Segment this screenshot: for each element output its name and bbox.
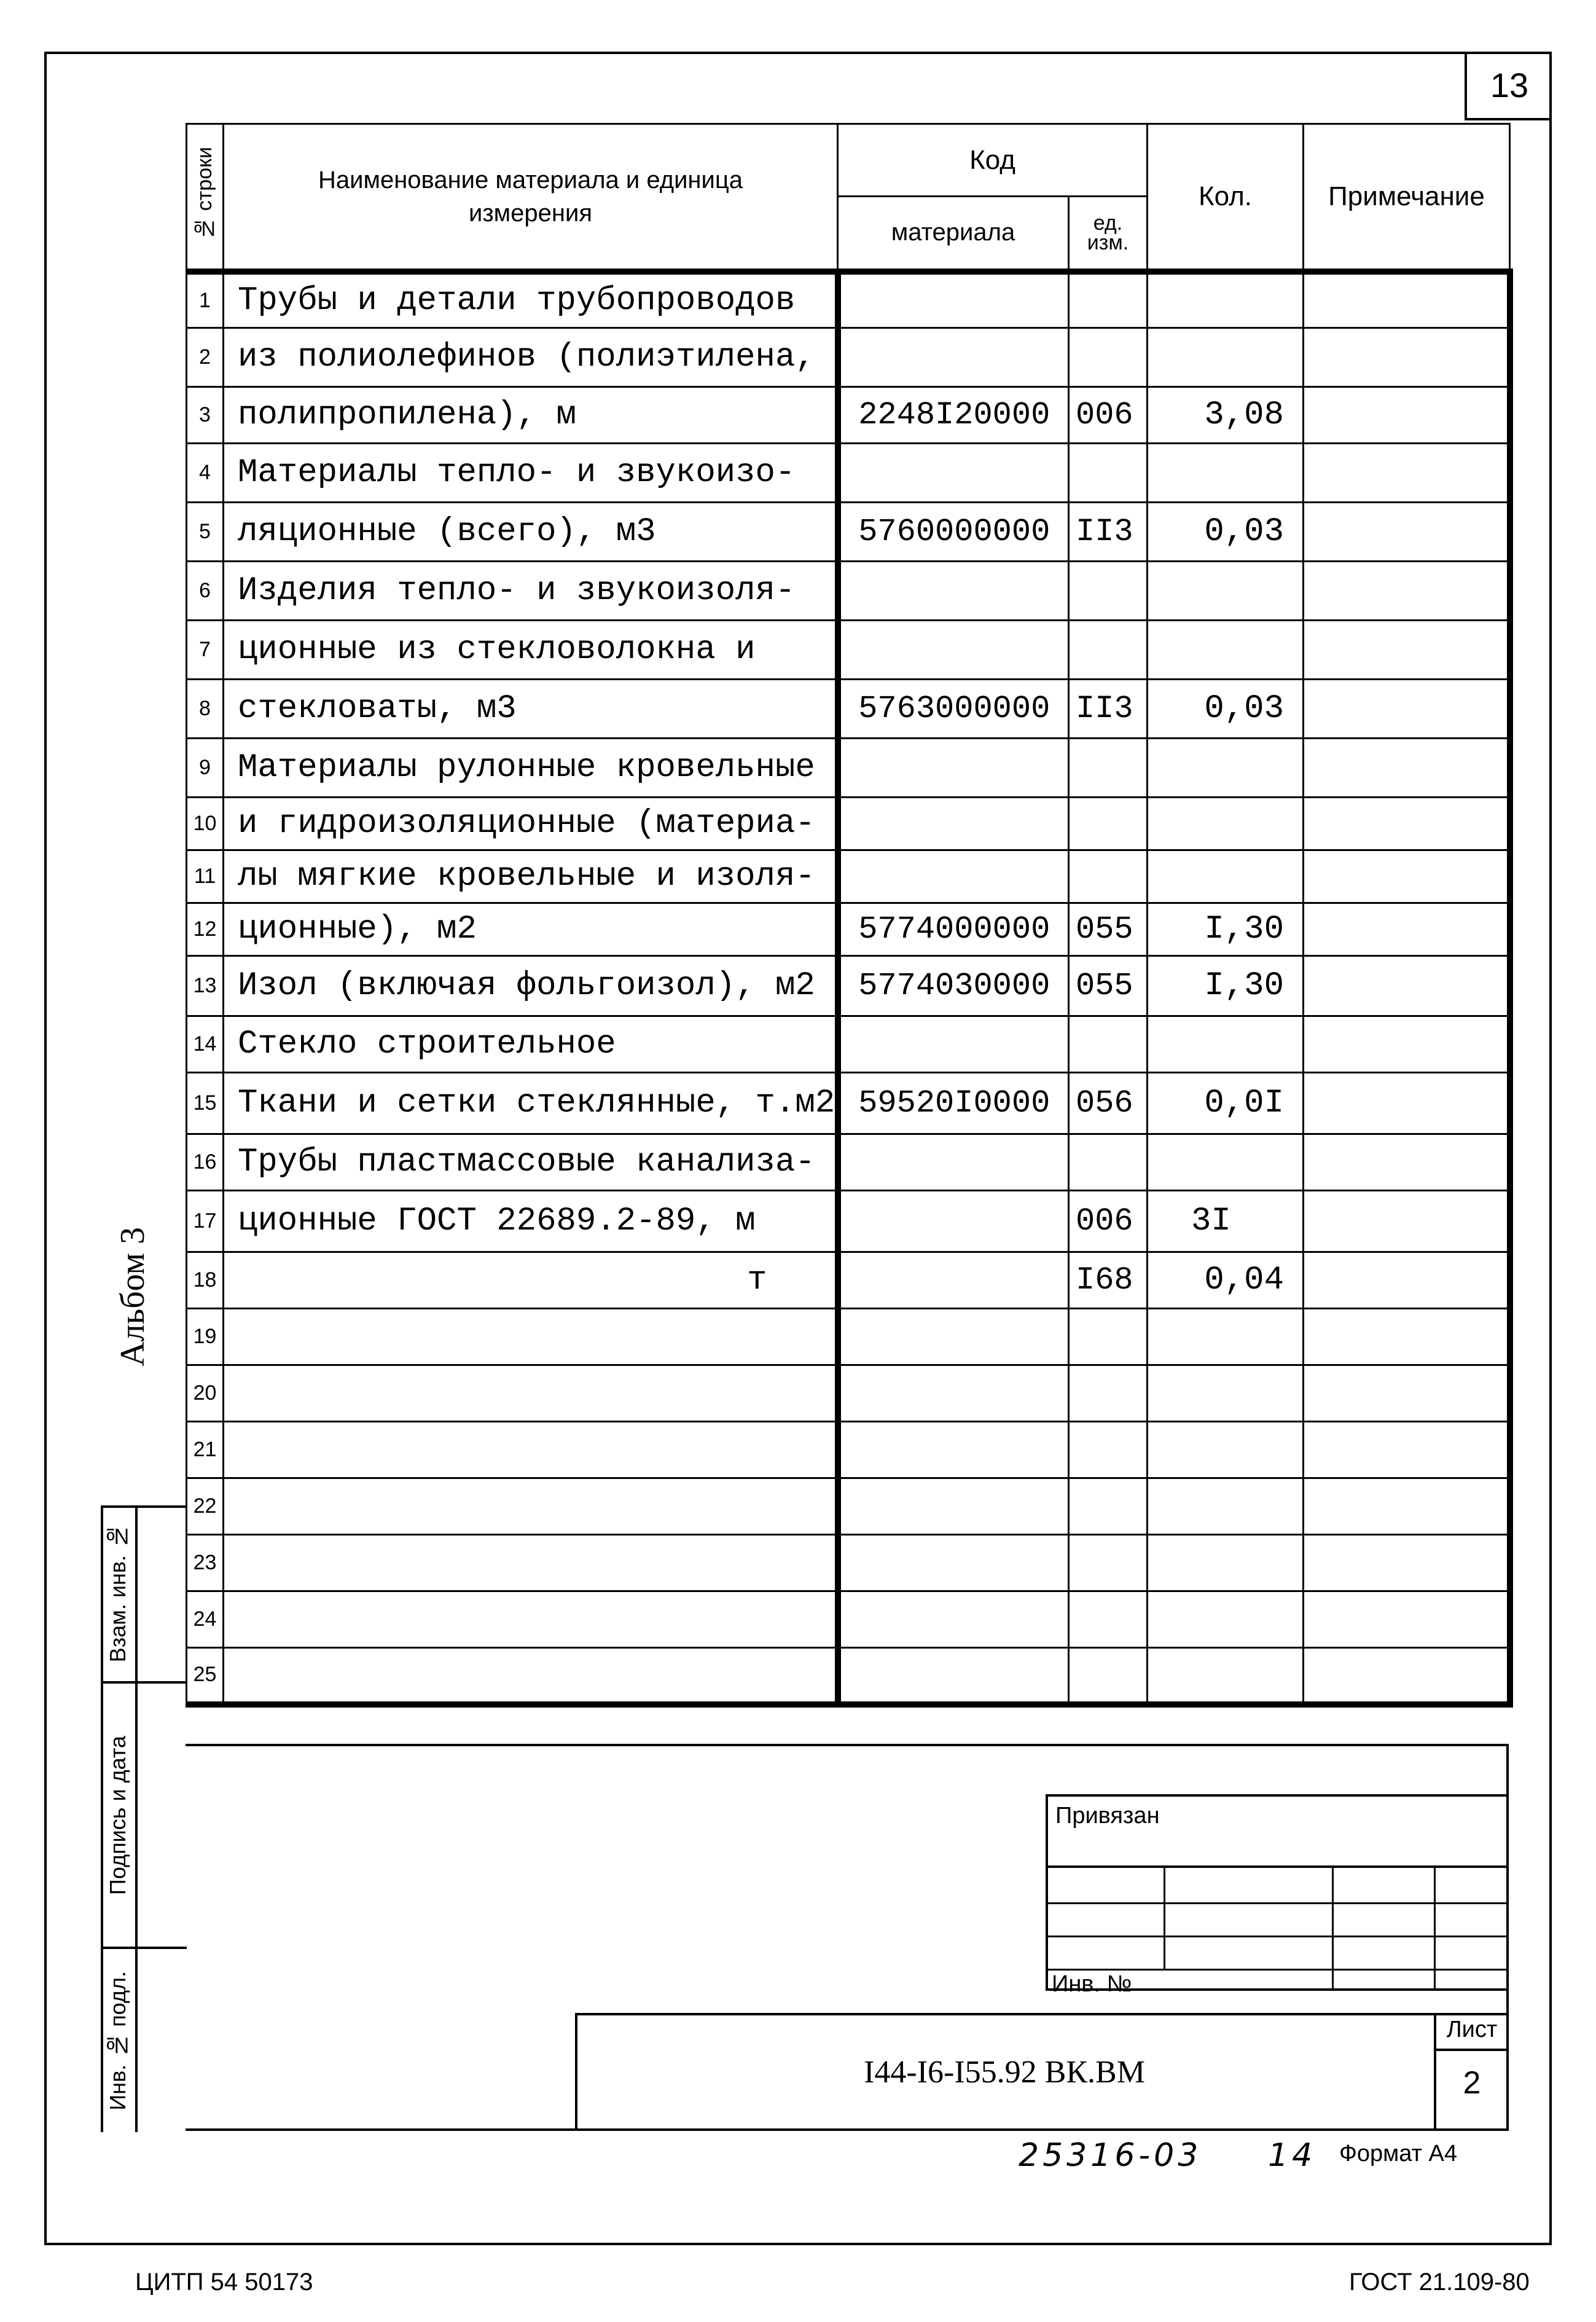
material-name: т bbox=[224, 1252, 838, 1309]
table-row bbox=[187, 1422, 1510, 1478]
material-code bbox=[838, 328, 1069, 387]
material-name: из полиолефинов (полиэтилена, bbox=[224, 328, 838, 387]
header-qty: Кол. bbox=[1148, 124, 1304, 272]
material-code bbox=[838, 1365, 1069, 1422]
note bbox=[1304, 272, 1510, 328]
header-row-no: № строки bbox=[187, 124, 224, 272]
header-note: Примечание bbox=[1304, 124, 1510, 272]
note bbox=[1304, 503, 1510, 562]
linked-line-2 bbox=[1046, 1902, 1509, 1904]
quantity bbox=[1148, 328, 1304, 387]
note bbox=[1304, 328, 1510, 387]
material-code bbox=[838, 1591, 1069, 1648]
material-name: Материалы тепло- и звукоизо- bbox=[224, 444, 838, 503]
table-row bbox=[187, 1535, 1510, 1591]
material-code bbox=[838, 739, 1069, 798]
unit-code bbox=[1069, 328, 1148, 387]
table-row bbox=[187, 798, 1510, 850]
row-number: 15 bbox=[187, 1073, 224, 1134]
material-code bbox=[838, 1252, 1069, 1309]
material-code: 5760000000 bbox=[838, 503, 1069, 562]
material-name: стекловаты, м3 bbox=[224, 680, 838, 739]
material-name bbox=[224, 1648, 838, 1704]
material-code: 5774000000 bbox=[838, 903, 1069, 956]
table-row bbox=[187, 1016, 1510, 1073]
table-row bbox=[187, 956, 1510, 1016]
quantity: 3,08 bbox=[1148, 387, 1304, 444]
unit-code bbox=[1069, 1535, 1148, 1591]
material-code: 5763000000 bbox=[838, 680, 1069, 739]
format-label: Формат А4 bbox=[1339, 2141, 1458, 2167]
unit-code bbox=[1069, 621, 1148, 680]
designation: I44-I6-I55.92 ВК.ВМ bbox=[864, 2054, 1145, 2090]
table-row bbox=[187, 1591, 1510, 1648]
table-row bbox=[187, 1478, 1510, 1535]
row-number: 19 bbox=[187, 1309, 224, 1365]
material-name bbox=[224, 1591, 838, 1648]
side-label-orig-inv: Инв. № подл. bbox=[105, 1971, 130, 2111]
material-code bbox=[838, 272, 1069, 328]
unit-code bbox=[1069, 1309, 1148, 1365]
material-code bbox=[838, 1648, 1069, 1704]
row-number: 21 bbox=[187, 1422, 224, 1478]
material-name: Стекло строительное bbox=[224, 1016, 838, 1073]
footer-right: ГОСТ 21.109-80 bbox=[1349, 2269, 1530, 2296]
unit-code bbox=[1069, 1365, 1148, 1422]
row-number: 9 bbox=[187, 739, 224, 798]
material-code: 59520I0000 bbox=[838, 1073, 1069, 1134]
quantity bbox=[1148, 1422, 1304, 1478]
table-row bbox=[187, 328, 1510, 387]
note bbox=[1304, 1309, 1510, 1365]
side-label-replace-inv: Взам. инв. № bbox=[105, 1524, 130, 1663]
note bbox=[1304, 1648, 1510, 1704]
material-code bbox=[838, 1191, 1069, 1252]
note bbox=[1304, 1591, 1510, 1648]
material-name: Изол (включая фольгоизол), м2 bbox=[224, 956, 838, 1016]
quantity: I,30 bbox=[1148, 903, 1304, 956]
material-code: 5774030000 bbox=[838, 956, 1069, 1016]
linked-vline-2 bbox=[1332, 1865, 1334, 1991]
quantity bbox=[1148, 562, 1304, 621]
sheet-number: 2 bbox=[1463, 2065, 1481, 2101]
material-name bbox=[224, 1535, 838, 1591]
unit-code: 006 bbox=[1069, 1191, 1148, 1252]
header-row-1 bbox=[187, 124, 1510, 197]
note bbox=[1304, 1252, 1510, 1309]
header-code-material: материала bbox=[838, 197, 1069, 272]
note bbox=[1304, 1016, 1510, 1073]
unit-code: 056 bbox=[1069, 1073, 1148, 1134]
row-number: 25 bbox=[187, 1648, 224, 1704]
quantity bbox=[1148, 1648, 1304, 1704]
quantity bbox=[1148, 1016, 1304, 1073]
inv-no-label: Инв. № bbox=[1052, 1971, 1132, 1997]
row-number: 11 bbox=[187, 850, 224, 903]
material-name: Трубы пластмассовые канализа- bbox=[224, 1134, 838, 1191]
table-row bbox=[187, 1648, 1510, 1704]
linked-line-3 bbox=[1046, 1936, 1509, 1937]
material-code bbox=[838, 1016, 1069, 1073]
quantity bbox=[1148, 444, 1304, 503]
header-name: Наименование материала и единица измерения bbox=[224, 124, 838, 272]
table-row bbox=[187, 739, 1510, 798]
table-row bbox=[187, 387, 1510, 444]
material-name: лы мягкие кровельные и изоля- bbox=[224, 850, 838, 903]
table-row bbox=[187, 1191, 1510, 1252]
note bbox=[1304, 1365, 1510, 1422]
row-number: 24 bbox=[187, 1591, 224, 1648]
quantity: 3I bbox=[1148, 1191, 1304, 1252]
quantity bbox=[1148, 1478, 1304, 1535]
unit-code bbox=[1069, 850, 1148, 903]
material-name: Ткани и сетки стеклянные, т.м2 bbox=[224, 1073, 838, 1134]
quantity bbox=[1148, 1591, 1304, 1648]
quantity: 0,03 bbox=[1148, 503, 1304, 562]
material-name bbox=[224, 1478, 838, 1535]
note bbox=[1304, 1073, 1510, 1134]
unit-code: I68 bbox=[1069, 1252, 1148, 1309]
unit-code bbox=[1069, 1134, 1148, 1191]
row-number: 16 bbox=[187, 1134, 224, 1191]
unit-code bbox=[1069, 1591, 1148, 1648]
unit-code bbox=[1069, 798, 1148, 850]
table-row bbox=[187, 903, 1510, 956]
row-number: 18 bbox=[187, 1252, 224, 1309]
quantity bbox=[1148, 1309, 1304, 1365]
material-name: Материалы рулонные кровельные bbox=[224, 739, 838, 798]
quantity: 0,04 bbox=[1148, 1252, 1304, 1309]
material-code bbox=[838, 1134, 1069, 1191]
row-number: 13 bbox=[187, 956, 224, 1016]
row-number: 2 bbox=[187, 328, 224, 387]
row-number: 10 bbox=[187, 798, 224, 850]
row-number: 8 bbox=[187, 680, 224, 739]
quantity: 0,0I bbox=[1148, 1073, 1304, 1134]
table-row bbox=[187, 562, 1510, 621]
quantity bbox=[1148, 272, 1304, 328]
linked-vline-3 bbox=[1434, 1865, 1436, 1991]
unit-code bbox=[1069, 1422, 1148, 1478]
row-number: 23 bbox=[187, 1535, 224, 1591]
row-number: 3 bbox=[187, 387, 224, 444]
note bbox=[1304, 739, 1510, 798]
row-number: 1 bbox=[187, 272, 224, 328]
row-number: 6 bbox=[187, 562, 224, 621]
material-name: ционные ГОСТ 22689.2-89, м bbox=[224, 1191, 838, 1252]
material-name: Изделия тепло- и звукоизоля- bbox=[224, 562, 838, 621]
material-code bbox=[838, 798, 1069, 850]
note bbox=[1304, 680, 1510, 739]
table-row bbox=[187, 1073, 1510, 1134]
linked-vline-1 bbox=[1164, 1865, 1165, 1970]
header-code: Код bbox=[838, 124, 1148, 197]
quantity bbox=[1148, 621, 1304, 680]
unit-code: 006 bbox=[1069, 387, 1148, 444]
linked-label: Привязан bbox=[1055, 1803, 1160, 1829]
page-number: 13 bbox=[1465, 52, 1552, 120]
unit-code bbox=[1069, 739, 1148, 798]
note bbox=[1304, 1535, 1510, 1591]
note bbox=[1304, 1191, 1510, 1252]
quantity bbox=[1148, 850, 1304, 903]
binding-strip-divider bbox=[135, 1505, 138, 2132]
material-name: ляционные (всего), м3 bbox=[224, 503, 838, 562]
material-name bbox=[224, 1365, 838, 1422]
note bbox=[1304, 387, 1510, 444]
note bbox=[1304, 903, 1510, 956]
note bbox=[1304, 1422, 1510, 1478]
header-code-unit: ед. изм. bbox=[1069, 197, 1148, 272]
material-name bbox=[224, 1422, 838, 1478]
quantity bbox=[1148, 739, 1304, 798]
row-number: 17 bbox=[187, 1191, 224, 1252]
table-row bbox=[187, 444, 1510, 503]
quantity bbox=[1148, 1535, 1304, 1591]
unit-code bbox=[1069, 1648, 1148, 1704]
unit-code: II3 bbox=[1069, 680, 1148, 739]
linked-line-4 bbox=[1046, 1969, 1509, 1971]
row-number: 22 bbox=[187, 1478, 224, 1535]
material-code: 2248I20000 bbox=[838, 387, 1069, 444]
title-block-top-line bbox=[186, 1744, 1509, 1746]
quantity bbox=[1148, 1365, 1304, 1422]
material-code bbox=[838, 1422, 1069, 1478]
unit-code: 055 bbox=[1069, 903, 1148, 956]
row-number: 12 bbox=[187, 903, 224, 956]
material-name: ционные из стекловолокна и bbox=[224, 621, 838, 680]
unit-code bbox=[1069, 562, 1148, 621]
row-number: 4 bbox=[187, 444, 224, 503]
row-number: 5 bbox=[187, 503, 224, 562]
linked-line-1 bbox=[1046, 1865, 1509, 1868]
unit-code bbox=[1069, 1016, 1148, 1073]
unit-code bbox=[1069, 1478, 1148, 1535]
note bbox=[1304, 562, 1510, 621]
note bbox=[1304, 956, 1510, 1016]
quantity: 0,03 bbox=[1148, 680, 1304, 739]
note bbox=[1304, 798, 1510, 850]
material-code bbox=[838, 1535, 1069, 1591]
handwritten-page: 14 bbox=[1268, 2137, 1316, 2174]
row-number: 14 bbox=[187, 1016, 224, 1073]
sheet-label: Лист bbox=[1446, 2017, 1498, 2042]
footer-left: ЦИТП 54 50173 bbox=[135, 2269, 313, 2296]
table-row bbox=[187, 621, 1510, 680]
note bbox=[1304, 444, 1510, 503]
material-name: ционные), м2 bbox=[224, 903, 838, 956]
material-code bbox=[838, 1478, 1069, 1535]
row-number: 7 bbox=[187, 621, 224, 680]
material-code bbox=[838, 621, 1069, 680]
note bbox=[1304, 1134, 1510, 1191]
unit-code: 055 bbox=[1069, 956, 1148, 1016]
material-code bbox=[838, 850, 1069, 903]
side-label-signature-date: Подпись и дата bbox=[105, 1735, 130, 1895]
table-row bbox=[187, 1309, 1510, 1365]
table-row bbox=[187, 850, 1510, 903]
quantity bbox=[1148, 1134, 1304, 1191]
handwritten-number: 25316-03 bbox=[1019, 2137, 1202, 2174]
note bbox=[1304, 621, 1510, 680]
row-number: 20 bbox=[187, 1365, 224, 1422]
materials-table bbox=[186, 123, 1513, 1708]
material-name: полипропилена), м bbox=[224, 387, 838, 444]
unit-code: II3 bbox=[1069, 503, 1148, 562]
material-name bbox=[224, 1309, 838, 1365]
note bbox=[1304, 1478, 1510, 1535]
material-code bbox=[838, 1309, 1069, 1365]
table-row bbox=[187, 272, 1510, 328]
quantity bbox=[1148, 798, 1304, 850]
material-name: Трубы и детали трубопроводов bbox=[224, 272, 838, 328]
sheet-cell-line bbox=[1434, 2049, 1509, 2051]
quantity: I,30 bbox=[1148, 956, 1304, 1016]
table-row bbox=[187, 1134, 1510, 1191]
unit-code bbox=[1069, 272, 1148, 328]
table-row bbox=[187, 1252, 1510, 1309]
unit-code bbox=[1069, 444, 1148, 503]
table-row bbox=[187, 1365, 1510, 1422]
note bbox=[1304, 850, 1510, 903]
material-code bbox=[838, 444, 1069, 503]
album-label: Альбом 3 bbox=[114, 1226, 152, 1367]
table-row bbox=[187, 503, 1510, 562]
material-name: и гидроизоляционные (материа- bbox=[224, 798, 838, 850]
table-row bbox=[187, 680, 1510, 739]
material-code bbox=[838, 562, 1069, 621]
